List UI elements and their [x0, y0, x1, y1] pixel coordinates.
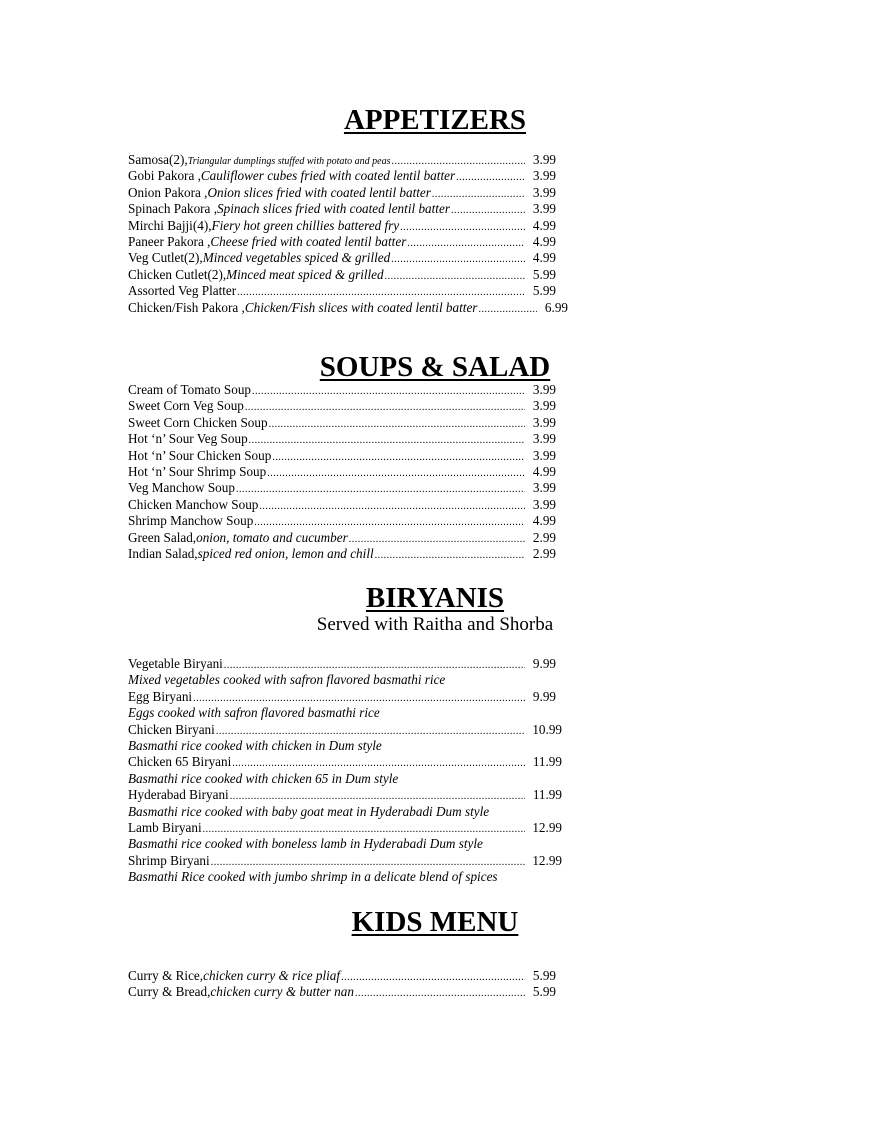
item-name: Veg Cutlet(2),: [128, 250, 203, 266]
dot-leader: [355, 986, 525, 1000]
menu-item: [128, 513, 568, 529]
item-name: Chicken Biryani: [128, 721, 215, 737]
biryanis-subtitle: Served with Raitha and Shorba: [316, 614, 554, 635]
dot-leader: [375, 548, 525, 562]
dot-leader: [269, 417, 525, 431]
item-description: Chicken/Fish slices with coated lentil batter: [244, 299, 478, 315]
item-description: Minced vegetables spiced & grilled: [202, 250, 391, 266]
item-name: Shrimp Biryani: [128, 852, 210, 868]
dot-leader: [400, 220, 525, 234]
menu-item: [128, 480, 568, 496]
item-name: Hot ‘n’ Sour Veg Soup: [128, 431, 248, 447]
dot-leader: [193, 691, 525, 705]
item-name: Sweet Corn Chicken Soup: [128, 414, 268, 430]
menu-item: [128, 218, 568, 234]
item-price: 3.99: [532, 414, 556, 430]
menu-item: [128, 201, 568, 217]
item-price: 11.99: [532, 754, 562, 770]
dot-leader: [249, 433, 525, 447]
item-price: 5.99: [532, 984, 556, 1000]
item-price: 4.99: [532, 513, 556, 529]
item-name: Egg Biryani: [128, 688, 193, 704]
item-price: 5.99: [532, 968, 556, 983]
item-description: Basmathi Rice cooked with jumbo shrimp in a delicate blend of spices: [128, 869, 498, 885]
dot-leader: [216, 724, 525, 738]
menu-item: [128, 656, 568, 672]
dot-leader: [237, 285, 525, 299]
menu-item: [128, 382, 568, 398]
item-description: Basmathi rice cooked with boneless lamb in Hyderabadi Dum style: [128, 836, 483, 852]
menu-item: [128, 722, 568, 738]
item-description: spiced red onion, lemon and chill: [197, 545, 374, 561]
item-name: Mirchi Bajji(4),: [128, 217, 212, 233]
menu-item: [128, 820, 568, 836]
biryanis-title: BIRYANIS: [365, 582, 505, 614]
item-price: 4.99: [532, 463, 556, 479]
item-price: 2.99: [532, 545, 556, 561]
dot-leader: [252, 384, 525, 398]
biryanis-heading: [0, 582, 870, 614]
dot-leader: [432, 187, 525, 201]
item-price: 4.99: [532, 233, 556, 249]
menu-item: [128, 546, 568, 562]
item-price: 3.99: [532, 382, 556, 397]
item-name: Curry & Bread,: [128, 984, 211, 1000]
menu-item: [128, 250, 568, 266]
menu-item: [128, 497, 568, 513]
item-name: Lamb Biryani: [128, 819, 202, 835]
menu-item: [128, 464, 568, 480]
menu-item: [128, 300, 568, 316]
item-name: Sweet Corn Veg Soup: [128, 398, 244, 414]
item-price: 10.99: [532, 721, 562, 737]
menu-item: [128, 398, 568, 414]
dot-leader: [478, 302, 537, 316]
menu-item: [128, 968, 568, 984]
item-price: 4.99: [532, 250, 556, 266]
menu-item: [128, 267, 568, 283]
item-description: chicken curry & butter nan: [210, 984, 354, 1000]
menu-item: [128, 168, 568, 184]
soups-heading: [0, 351, 870, 383]
item-name: Onion Pakora ,: [128, 184, 208, 200]
dot-leader: [451, 203, 525, 217]
item-price: 12.99: [532, 852, 562, 868]
item-description: Triangular dumplings stuffed with potato and peas: [187, 156, 391, 167]
dot-leader: [272, 450, 525, 464]
appetizers-list: [128, 152, 568, 316]
item-description: Cauliflower cubes fried with coated lentil batter: [200, 168, 456, 184]
menu-item: [128, 152, 568, 168]
item-name: Hyderabad Biryani: [128, 787, 229, 803]
item-name: Chicken Cutlet(2),: [128, 266, 227, 282]
dot-leader: [254, 515, 525, 529]
dot-leader: [232, 756, 525, 770]
soups-list: [128, 382, 568, 562]
item-description: Eggs cooked with safron flavored basmathi rice: [128, 705, 380, 721]
dot-leader: [392, 154, 525, 168]
item-description: Spinach slices fried with coated lentil batter: [217, 201, 450, 217]
item-description: Basmathi rice cooked with chicken 65 in Dum style: [128, 770, 399, 786]
item-description: Onion slices fried with coated lentil batter: [207, 184, 431, 200]
item-name: Indian Salad,: [128, 545, 198, 561]
menu-item: [128, 448, 568, 464]
item-name: Gobi Pakora ,: [128, 168, 201, 184]
dot-leader: [203, 822, 525, 836]
kids-list: [128, 968, 568, 1001]
item-name: Paneer Pakora ,: [128, 233, 211, 249]
item-description: Fiery hot green chillies battered fry: [211, 217, 400, 233]
dot-leader: [407, 236, 525, 250]
item-name: Hot ‘n’ Sour Shrimp Soup: [128, 463, 267, 479]
item-price: 5.99: [532, 283, 556, 299]
item-name: Chicken/Fish Pakora ,: [128, 299, 245, 315]
item-name: Shrimp Manchow Soup: [128, 513, 254, 529]
appetizers-heading: [0, 104, 870, 136]
item-description: Basmathi rice cooked with baby goat meat in Hyderabadi Dum style: [128, 803, 490, 819]
dot-leader: [245, 400, 525, 414]
item-name: Hot ‘n’ Sour Chicken Soup: [128, 447, 272, 463]
menu-item: [128, 530, 568, 546]
item-price: 6.99: [544, 299, 568, 315]
item-price: 12.99: [532, 819, 562, 835]
item-description: chicken curry & rice pliaf: [203, 968, 341, 983]
dot-leader: [236, 482, 525, 496]
kids-title: KIDS MENU: [351, 906, 519, 938]
item-price: 9.99: [532, 656, 556, 671]
dot-leader: [349, 532, 525, 546]
item-price: 3.99: [532, 184, 556, 200]
dot-leader: [341, 970, 525, 984]
dot-leader: [224, 658, 525, 672]
item-price: 9.99: [532, 688, 556, 704]
item-price: 3.99: [532, 447, 556, 463]
item-description: Minced meat spiced & grilled: [226, 266, 384, 282]
dot-leader: [259, 499, 525, 513]
item-description: Mixed vegetables cooked with safron flavored basmathi rice: [128, 672, 446, 688]
item-price: 11.99: [532, 787, 562, 803]
item-name: Spinach Pakora ,: [128, 201, 217, 217]
menu-item: [128, 431, 568, 447]
item-price: 4.99: [532, 217, 556, 233]
dot-leader: [456, 170, 525, 184]
item-price: 3.99: [532, 201, 556, 217]
item-name: Samosa(2),: [128, 152, 188, 167]
item-name: Green Salad,: [128, 529, 197, 545]
item-name: Cream of Tomato Soup: [128, 382, 252, 397]
menu-item: [128, 787, 568, 803]
menu-item: [128, 185, 568, 201]
soups-title: SOUPS & SALAD: [319, 351, 551, 383]
dot-leader: [391, 252, 525, 266]
menu-item: [128, 283, 568, 299]
menu-item: [128, 415, 568, 431]
item-price: 3.99: [532, 480, 556, 496]
item-name: Curry & Rice,: [128, 968, 204, 983]
biryanis-list: [128, 656, 568, 885]
item-name: Vegetable Biryani: [128, 656, 223, 671]
menu-item: [128, 754, 568, 770]
kids-heading: [0, 906, 870, 938]
item-price: 2.99: [532, 529, 556, 545]
item-price: 3.99: [532, 398, 556, 414]
item-name: Assorted Veg Platter: [128, 283, 237, 299]
item-price: 3.99: [532, 496, 556, 512]
item-name: Chicken 65 Biryani: [128, 754, 232, 770]
item-description: Basmathi rice cooked with chicken in Dum style: [128, 737, 382, 753]
dot-leader: [267, 466, 525, 480]
menu-item: [128, 689, 568, 705]
item-price: 5.99: [532, 266, 556, 282]
dot-leader: [385, 269, 525, 283]
item-description: Cheese fried with coated lentil batter: [210, 233, 407, 249]
item-price: 3.99: [532, 168, 556, 184]
item-price: 3.99: [532, 431, 556, 447]
menu-item: [128, 234, 568, 250]
dot-leader: [211, 855, 525, 869]
menu-item: [128, 984, 568, 1000]
item-description: onion, tomato and cucumber: [196, 529, 348, 545]
menu-item: [128, 853, 568, 869]
dot-leader: [230, 789, 525, 803]
item-name: Chicken Manchow Soup: [128, 496, 259, 512]
appetizers-title: APPETIZERS: [343, 104, 527, 136]
item-price: 3.99: [532, 152, 556, 167]
item-name: Veg Manchow Soup: [128, 480, 235, 496]
